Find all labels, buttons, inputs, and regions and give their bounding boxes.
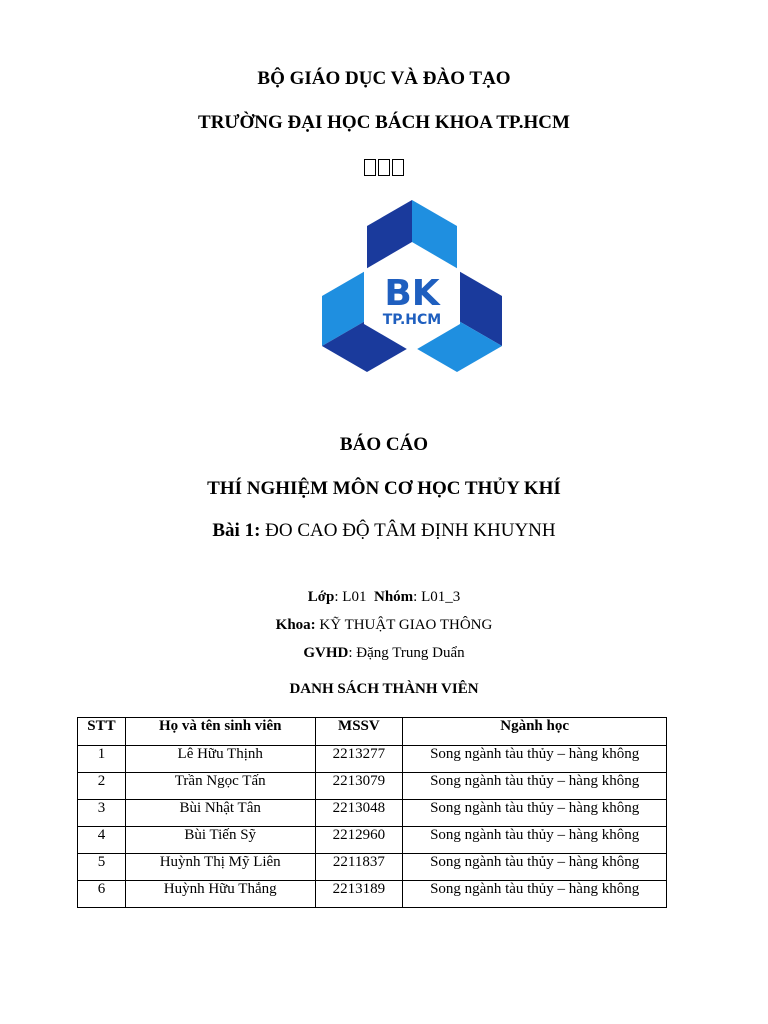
cell-name: Trần Ngọc Tấn bbox=[125, 773, 315, 800]
cell-mssv: 2213048 bbox=[315, 800, 403, 827]
lesson-line bbox=[0, 520, 768, 542]
bk-logo bbox=[320, 198, 504, 376]
cell-major: Song ngành tàu thủy – hàng không bbox=[403, 854, 667, 881]
member-list-title: DANH SÁCH THÀNH VIÊN bbox=[289, 681, 479, 697]
cell-mssv: 2212960 bbox=[315, 827, 403, 854]
cell-mssv: 2213189 bbox=[315, 881, 403, 908]
faculty-value: KỸ THUẬT GIAO THÔNG bbox=[315, 617, 493, 633]
header-name: Họ và tên sinh viên bbox=[125, 718, 315, 746]
cell-mssv: 2211837 bbox=[315, 854, 403, 881]
cell-stt: 2 bbox=[78, 773, 126, 800]
report-title: BÁO CÁO bbox=[339, 434, 429, 455]
school-heading: TRƯỜNG ĐẠI HỌC BÁCH KHOA TP.HCM bbox=[198, 112, 570, 133]
table-row bbox=[78, 773, 667, 800]
cell-stt: 6 bbox=[78, 881, 126, 908]
cell-mssv: 2213277 bbox=[315, 746, 403, 773]
cell-major: Song ngành tàu thủy – hàng không bbox=[403, 746, 667, 773]
teacher-value: : Đặng Trung Duẩn bbox=[348, 645, 465, 661]
cell-major: Song ngành tàu thủy – hàng không bbox=[403, 773, 667, 800]
cell-stt: 3 bbox=[78, 800, 126, 827]
table-row bbox=[78, 881, 667, 908]
header-mssv: MSSV bbox=[315, 718, 403, 746]
missing-glyph-icon bbox=[392, 159, 404, 176]
cell-name: Bùi Nhật Tân bbox=[125, 800, 315, 827]
ministry-heading: BỘ GIÁO DỤC VÀ ĐÀO TẠO bbox=[257, 68, 511, 89]
class-value: : L01 bbox=[334, 589, 374, 605]
missing-glyph-icon bbox=[378, 159, 390, 176]
cell-major: Song ngành tàu thủy – hàng không bbox=[403, 827, 667, 854]
lesson-title: ĐO CAO ĐỘ TÂM ĐỊNH KHUYNH bbox=[260, 520, 556, 541]
cell-name: Bùi Tiến Sỹ bbox=[125, 827, 315, 854]
group-label: Nhóm bbox=[373, 589, 414, 605]
teacher-label: GVHD bbox=[303, 645, 349, 661]
missing-glyph-ornament bbox=[0, 156, 768, 177]
cell-name: Lê Hữu Thịnh bbox=[125, 746, 315, 773]
header-major: Ngành học bbox=[403, 718, 667, 746]
faculty-line bbox=[0, 617, 768, 634]
logo-main-text: BK bbox=[384, 273, 440, 314]
faculty-label: Khoa: bbox=[275, 617, 316, 633]
cell-name: Huỳnh Hữu Thắng bbox=[125, 881, 315, 908]
table-header-row bbox=[78, 718, 667, 746]
cell-mssv: 2213079 bbox=[315, 773, 403, 800]
missing-glyph-icon bbox=[364, 159, 376, 176]
member-table bbox=[77, 717, 667, 908]
cell-major: Song ngành tàu thủy – hàng không bbox=[403, 800, 667, 827]
class-label: Lớp bbox=[307, 589, 335, 605]
table-row bbox=[78, 800, 667, 827]
lesson-label: Bài 1: bbox=[212, 520, 261, 541]
table-row bbox=[78, 854, 667, 881]
group-value: : L01_3 bbox=[413, 589, 461, 605]
table-row bbox=[78, 746, 667, 773]
header-stt: STT bbox=[78, 718, 126, 746]
report-subject: THÍ NGHIỆM MÔN CƠ HỌC THỦY KHÍ bbox=[207, 478, 561, 499]
cell-stt: 4 bbox=[78, 827, 126, 854]
cell-stt: 1 bbox=[78, 746, 126, 773]
cell-stt: 5 bbox=[78, 854, 126, 881]
class-group-line bbox=[0, 589, 768, 606]
teacher-line bbox=[0, 645, 768, 662]
cell-major: Song ngành tàu thủy – hàng không bbox=[403, 881, 667, 908]
cell-name: Huỳnh Thị Mỹ Liên bbox=[125, 854, 315, 881]
logo-sub-text: TP.HCM bbox=[382, 312, 442, 328]
table-row bbox=[78, 827, 667, 854]
